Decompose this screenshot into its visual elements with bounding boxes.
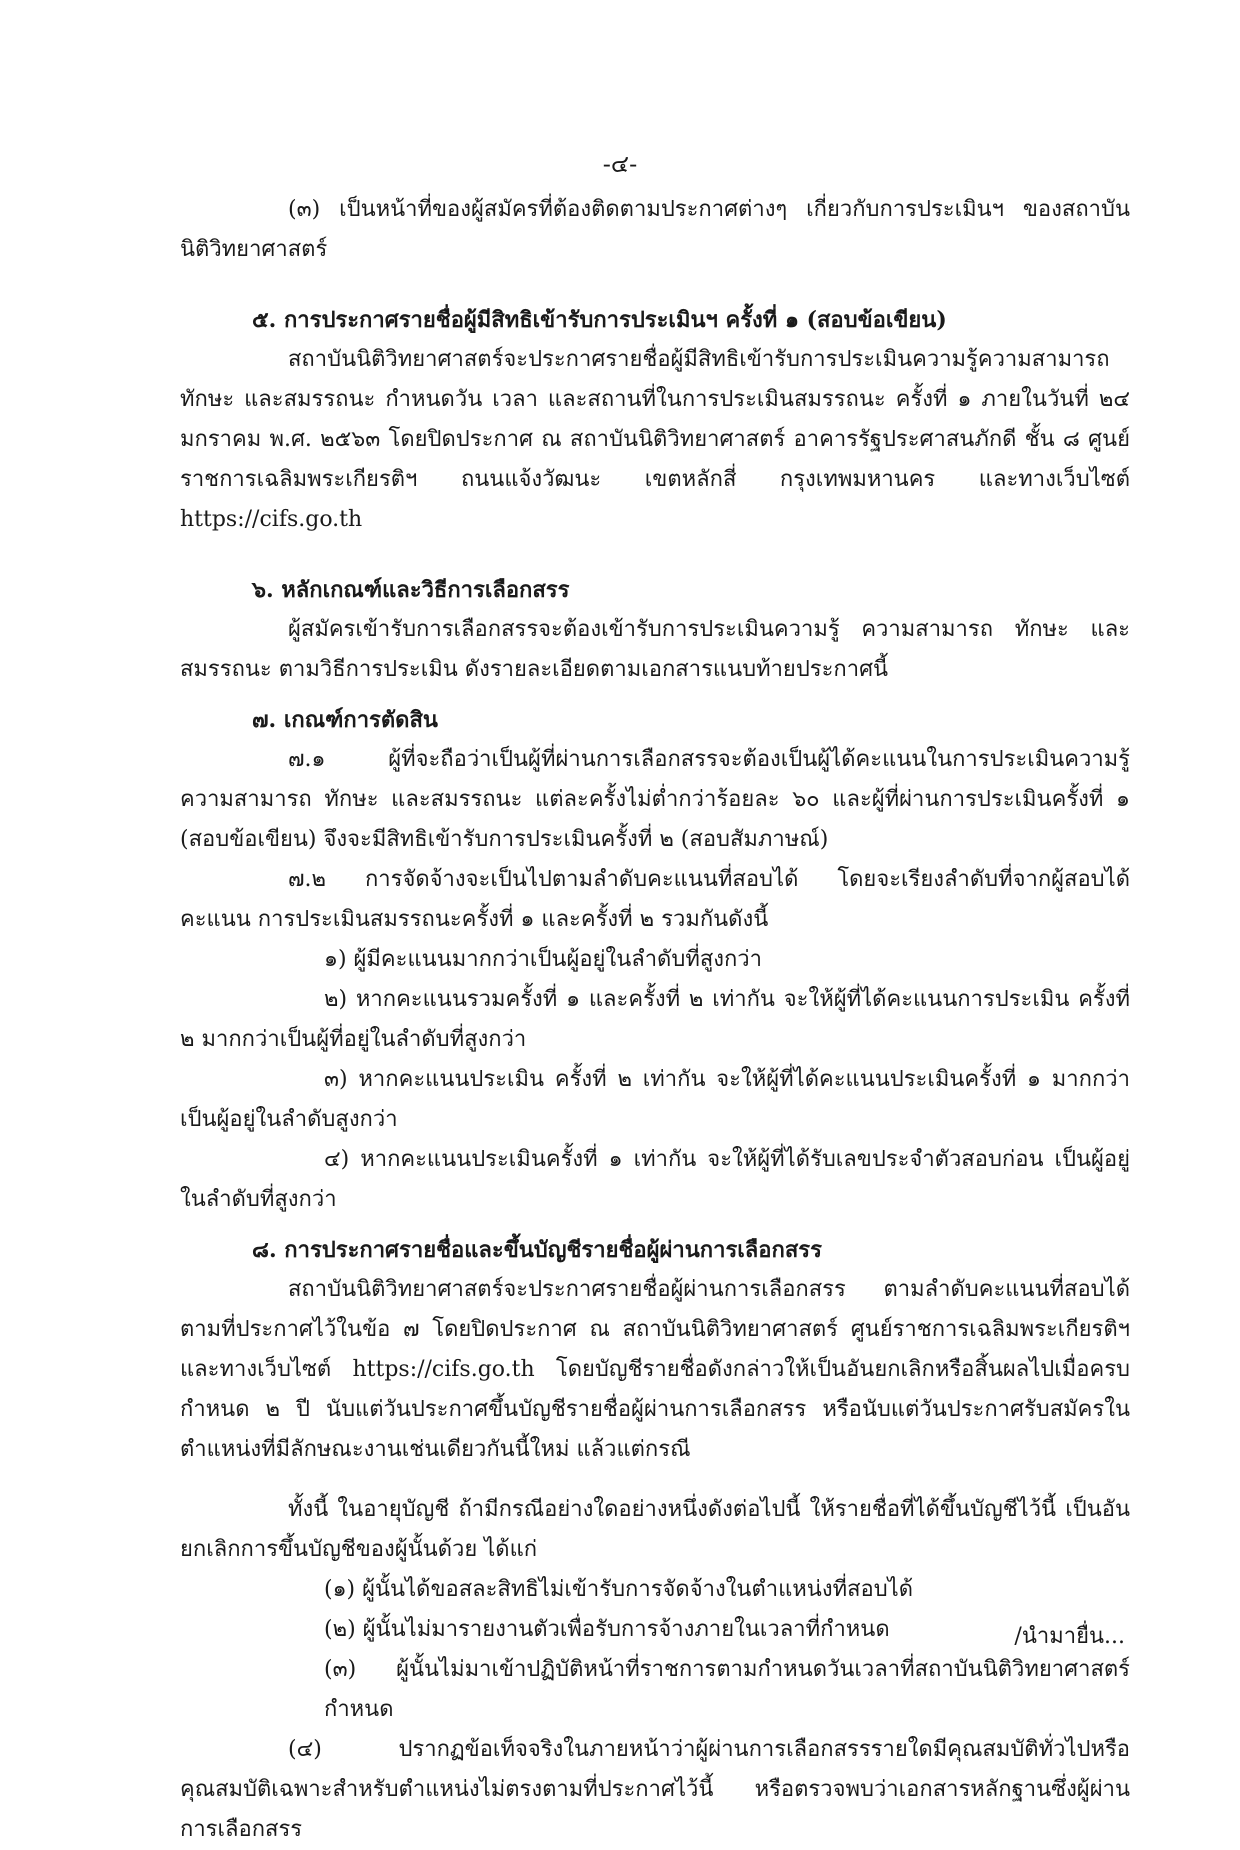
section-8-item: (๑) ผู้นั้นได้ขอสละสิทธิไม่เข้ารับการจัดจ้างในตำแหน่งที่สอบได้ — [324, 1577, 914, 1602]
section-6-body: ผู้สมัครเข้ารับการเลือกสรรจะต้องเข้ารับการประเมินความรู้ ความสามารถ ทักษะ และสมรรถนะ ตามวิธีการประเมิน ดังรายละเอียดตามเอกสารแนบท้ายประกาศนี้ — [180, 617, 1130, 682]
section-7-2: ๗.๒ การจัดจ้างจะเป็นไปตามลำดับคะแนนที่สอบได้ โดยจะเรียงลำดับที่จากผู้สอบได้คะแนน การประเมินสมรรถนะครั้งที่ ๑ และครั้งที่ ๒ รวมกันดังนี้ — [180, 867, 1130, 932]
section-5-body: สถาบันนิติวิทยาศาสตร์จะประกาศรายชื่อผู้มีสิทธิเข้ารับการประเมินความรู้ความสามารถ ทักษะ และสมรรถนะ กำหนดวัน เวลา และสถานที่ในการประเมินสมรรถนะ ครั้งที่ ๑ ภายในวันที่ ๒๔ มกราคม พ.ศ. ๒๕๖๓ โดยปิดประกาศ ณ สถาบันนิติวิทยาศาสตร์ อาคารรัฐประศาสนภักดี ชั้น ๘ ศูนย์ราชการเฉลิมพระเกียรติฯ ถนนแจ้งวัฒนะ เขตหลักสี่ กรุงเทพมหานคร และทางเว็บไซต์ https://cifs.go.th — [180, 347, 1130, 532]
section-7-item: ๒) หากคะแนนรวมครั้งที่ ๑ และครั้งที่ ๒ เท่ากัน จะให้ผู้ที่ได้คะแนนการประเมิน ครั้งที่ ๒ มากกว่าเป็นผู้ที่อยู่ในลำดับที่สูงกว่า — [180, 987, 1130, 1052]
continuation-marker: /นำมายื่น... — [1014, 1624, 1125, 1649]
section-8-body-2: ทั้งนี้ ในอายุบัญชี ถ้ามีกรณีอย่างใดอย่างหนึ่งดังต่อไปนี้ ให้รายชื่อที่ได้ขึ้นบัญชีไว้นี้ เป็นอันยกเลิกการขึ้นบัญชีของผู้นั้นด้วย ได้แก่ — [180, 1497, 1130, 1562]
section-8-body: สถาบันนิติวิทยาศาสตร์จะประกาศรายชื่อผู้ผ่านการเลือกสรร ตามลำดับคะแนนที่สอบได้ ตามที่ประกาศไว้ในข้อ ๗ โดยปิดประกาศ ณ สถาบันนิติวิทยาศาสตร์ ศูนย์ราชการเฉลิมพระเกียรติฯ และทางเว็บไซต์ https://cifs.go.th โดยบัญชีรายชื่อดังกล่าวให้เป็นอันยกเลิกหรือสิ้นผลไปเมื่อครบกำหนด ๒ ปี นับแต่วันประกาศขึ้นบัญชีรายชื่อผู้ผ่านการเลือกสรร หรือนับแต่วันประกาศรับสมัครในตำแหน่งที่มีลักษณะงานเช่นเดียวกันนี้ใหม่ แล้วแต่กรณี — [180, 1277, 1130, 1462]
section-7-heading: ๗. เกณฑ์การตัดสิน — [252, 707, 438, 733]
section-7-item: ๑) ผู้มีคะแนนมากกว่าเป็นผู้อยู่ในลำดับที่สูงกว่า — [324, 947, 763, 972]
section-8-item: (๒) ผู้นั้นไม่มารายงานตัวเพื่อรับการจ้างภายในเวลาที่กำหนด — [324, 1617, 890, 1642]
section-7-item: ๓) หากคะแนนประเมิน ครั้งที่ ๒ เท่ากัน จะให้ผู้ที่ได้คะแนนประเมินครั้งที่ ๑ มากกว่า เป็นผู้อยู่ในลำดับสูงกว่า — [180, 1067, 1130, 1132]
section-7-1: ๗.๑ ผู้ที่จะถือว่าเป็นผู้ที่ผ่านการเลือกสรรจะต้องเป็นผู้ได้คะแนนในการประเมินความรู้ ความสามารถ ทักษะ และสมรรถนะ แต่ละครั้งไม่ต่ำกว่าร้อยละ ๖๐ และผู้ที่ผ่านการประเมินครั้งที่ ๑ (สอบข้อเขียน) จึงจะมีสิทธิเข้ารับการประเมินครั้งที่ ๒ (สอบสัมภาษณ์) — [180, 747, 1130, 852]
document-body — [180, 190, 1130, 1850]
section-5-heading: ๕. การประกาศรายชื่อผู้มีสิทธิเข้ารับการประเมินฯ ครั้งที่ ๑ (สอบข้อเขียน) — [252, 307, 947, 333]
section-8-heading: ๘. การประกาศรายชื่อและขึ้นบัญชีรายชื่อผู้ผ่านการเลือกสรร — [252, 1237, 822, 1263]
paragraph-3-continuation: (๓) เป็นหน้าที่ของผู้สมัครที่ต้องติดตามประกาศต่างๆ เกี่ยวกับการประเมินฯ ของสถาบันนิติวิทยาศาสตร์ — [180, 197, 1130, 262]
page-number: -๔- — [602, 150, 638, 178]
section-6-heading: ๖. หลักเกณฑ์และวิธีการเลือกสรร — [252, 577, 570, 603]
section-7-item: ๔) หากคะแนนประเมินครั้งที่ ๑ เท่ากัน จะให้ผู้ที่ได้รับเลขประจำตัวสอบก่อน เป็นผู้อยู่ในลำดับที่สูงกว่า — [180, 1147, 1130, 1212]
section-8-item-4: (๔) ปรากฏข้อเท็จจริงในภายหน้าว่าผู้ผ่านการเลือกสรรรายใดมีคุณสมบัติทั่วไปหรือคุณสมบัติเฉพาะสำหรับตำแหน่งไม่ตรงตามที่ประกาศไว้นี้ หรือตรวจพบว่าเอกสารหลักฐานซึ่งผู้ผ่านการเลือกสรร — [180, 1737, 1130, 1842]
section-8-item: (๓) ผู้นั้นไม่มาเข้าปฏิบัติหน้าที่ราชการตามกำหนดวันเวลาที่สถาบันนิติวิทยาศาสตร์กำหนด — [324, 1657, 1130, 1722]
